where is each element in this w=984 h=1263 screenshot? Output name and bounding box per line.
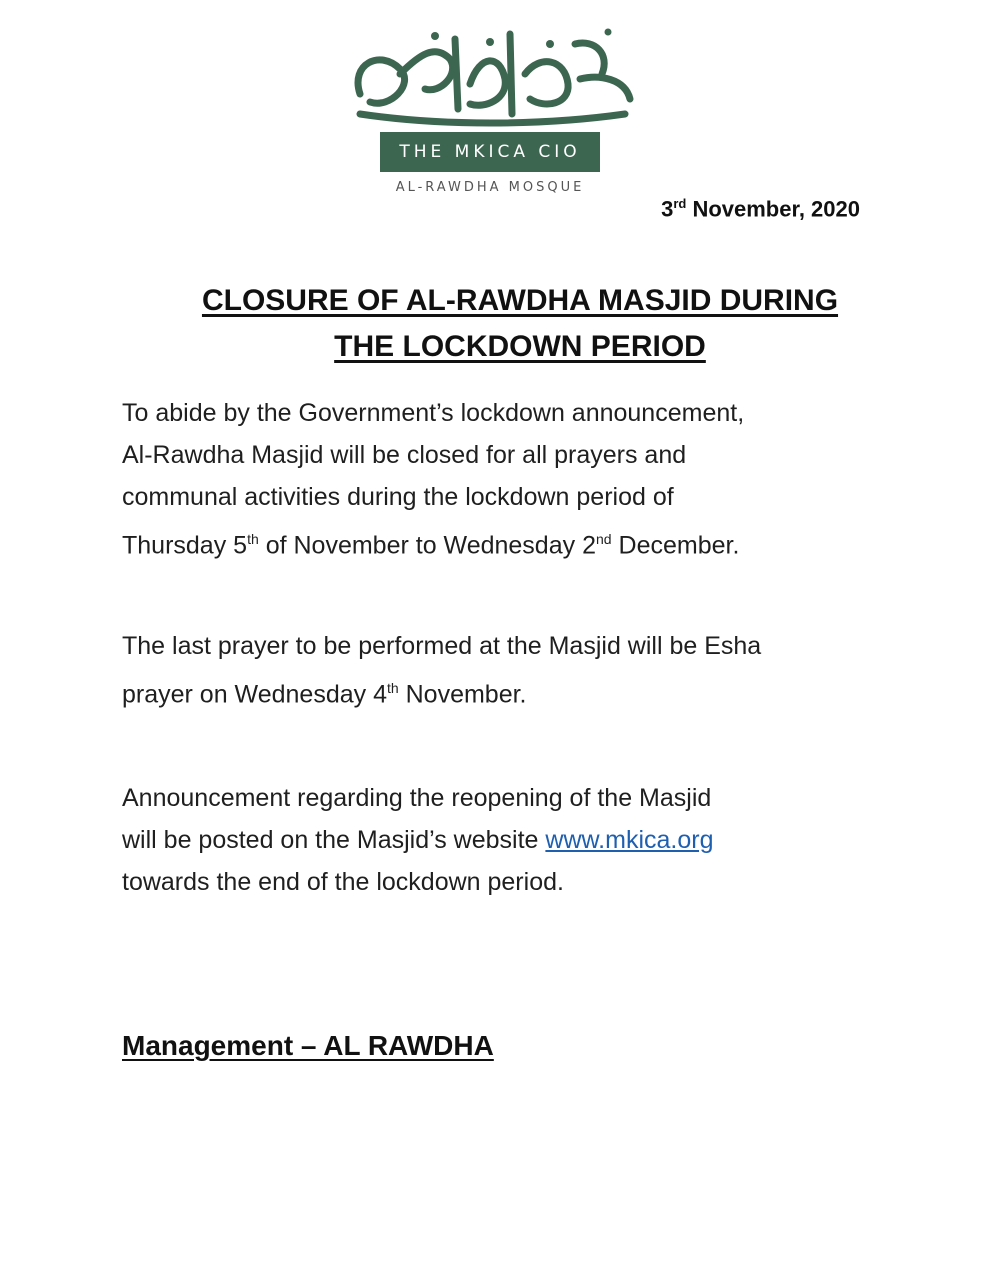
paragraph-line: communal activities during the lockdown period of — [122, 483, 674, 511]
logo-subtitle: AL-RAWDHA MOSQUE — [395, 180, 585, 195]
title-line-1: CLOSURE OF AL-RAWDHA MASJID DURING — [201, 284, 839, 317]
paragraph-line — [122, 819, 872, 861]
signature: Management – AL RAWDHA — [122, 1030, 494, 1061]
arabic-calligraphy-logo — [340, 14, 640, 134]
mosque-logo — [340, 14, 640, 194]
paragraph-line: towards the end of the lockdown period. — [122, 868, 564, 896]
ordinal-suffix: th — [386, 680, 399, 696]
text-span: of November to Wednesday 2 — [258, 531, 596, 560]
closure-paragraph — [122, 392, 872, 566]
logo-arabic-text: مسجد الروضة — [487, 74, 493, 75]
text-span: November. — [398, 680, 527, 709]
paragraph-line — [122, 667, 872, 715]
text-span: December. — [611, 531, 740, 560]
paragraph-line: Al-Rawdha Masjid will be closed for all prayers and — [122, 441, 687, 469]
ordinal-suffix: nd — [595, 531, 612, 547]
text-span: prayer on Wednesday 4 — [122, 680, 387, 709]
logo-banner: THE MKICA CIO — [380, 132, 600, 172]
last-prayer-paragraph — [122, 625, 872, 715]
date-rest: November, 2020 — [686, 196, 860, 222]
ordinal-suffix: th — [247, 531, 259, 547]
paragraph-line: The last prayer to be performed at the Masjid will be Esha — [122, 632, 762, 660]
paragraph-line — [122, 518, 872, 566]
document-date — [661, 196, 860, 222]
date-suffix: rd — [673, 196, 687, 211]
paragraph-line: Announcement regarding the reopening of the Masjid — [122, 784, 712, 812]
paragraph-line: To abide by the Government’s lockdown announcement, — [122, 399, 745, 427]
document-title — [122, 278, 918, 370]
website-link[interactable]: www.mkica.org — [545, 826, 714, 854]
reopening-paragraph — [122, 777, 872, 903]
text-span: will be posted on the Masjid’s website — [122, 826, 546, 854]
date-day: 3 — [661, 196, 674, 222]
title-line-2: THE LOCKDOWN PERIOD — [334, 330, 706, 363]
text-span: Thursday 5 — [122, 531, 248, 560]
